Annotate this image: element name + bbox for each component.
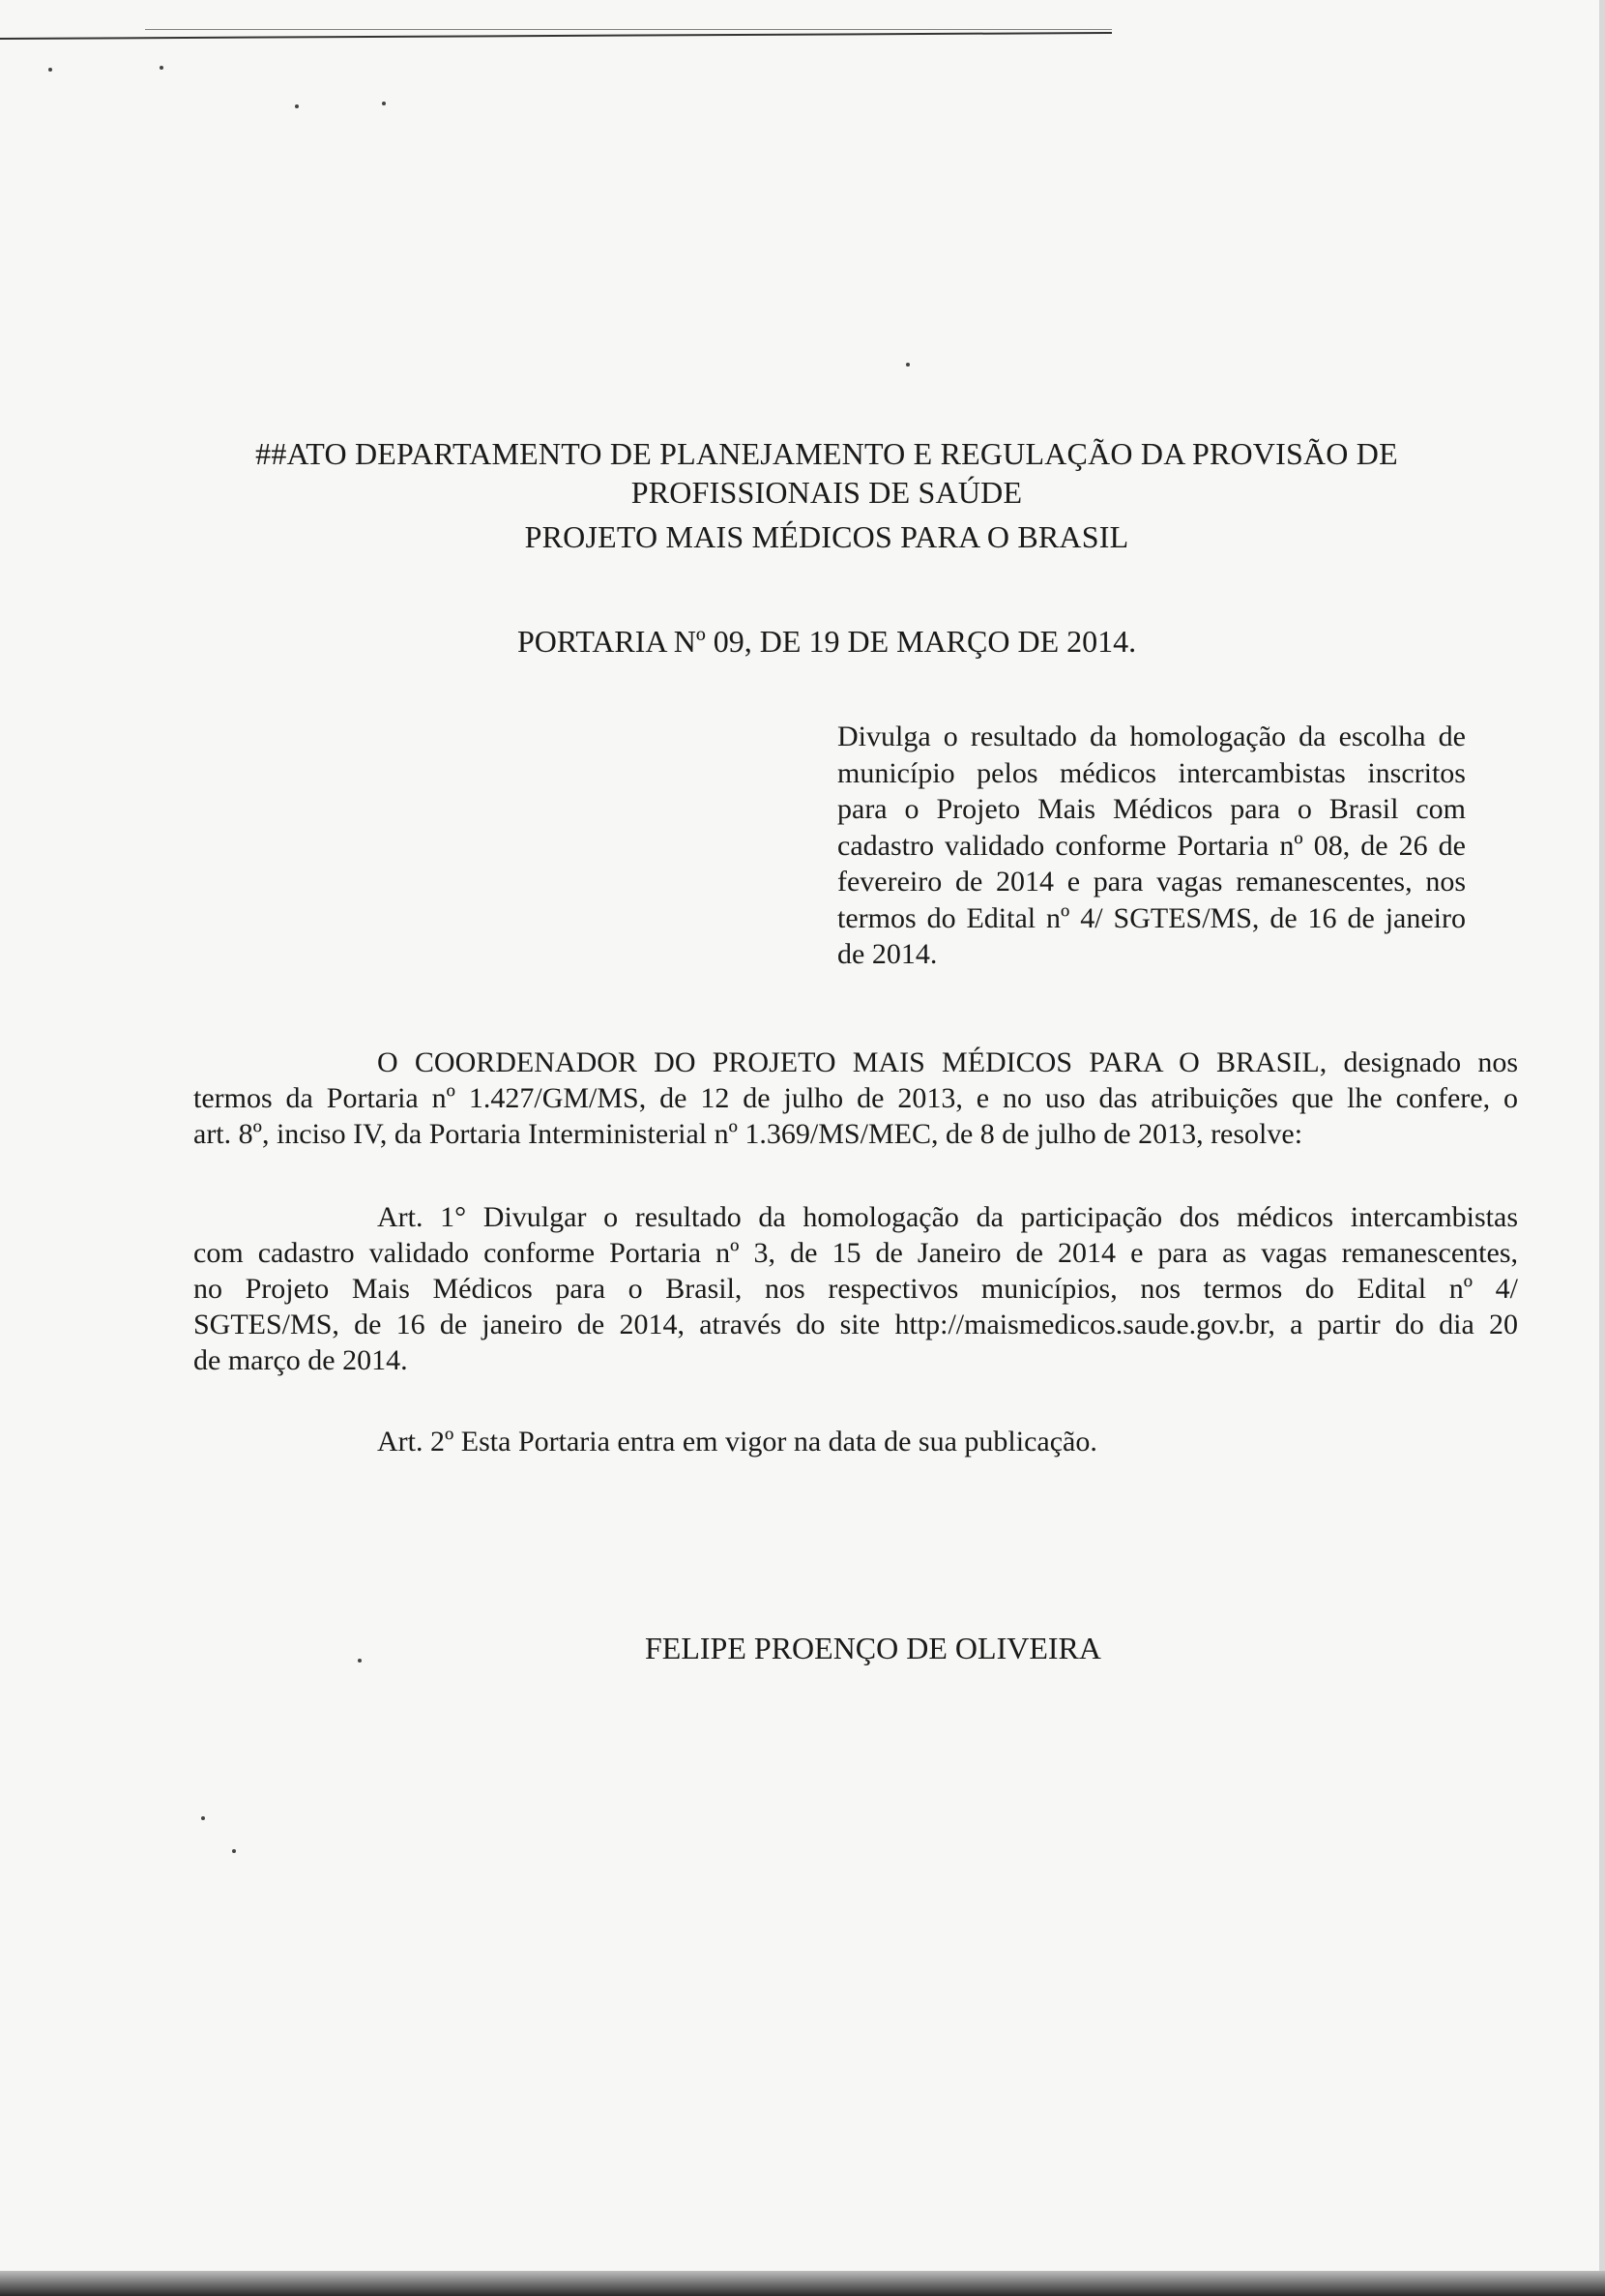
article-1-line: Art. 1° Divulgar o resultado da homologação da participação dos médicos intercambistas [377, 1201, 1518, 1233]
scan-speck [382, 102, 386, 105]
scan-speck [295, 104, 299, 108]
article-1-paragraph [193, 1199, 1518, 1378]
summary-line: para o Projeto Mais Médicos para o Brasil com [837, 793, 1466, 825]
summary-line: termos do Edital nº 4/ SGTES/MS, de 16 de janeiro [837, 901, 1466, 934]
summary-line: Divulga o resultado da homologação da escolha de [837, 721, 1466, 752]
article-1-line: de março de 2014. [193, 1344, 408, 1376]
summary-block [837, 719, 1466, 973]
summary-line: município pelos médicos intercambistas inscritos [837, 756, 1466, 789]
article-1-line: no Projeto Mais Médicos para o Brasil, nos respectivos municípios, nos termos do Edital nº 4/ [193, 1273, 1518, 1305]
scan-bottom-edge [0, 2271, 1605, 2296]
summary-line: cadastro validado conforme Portaria nº 08, de 26 de [837, 829, 1466, 862]
preamble-line: art. 8º, inciso IV, da Portaria Interministerial nº 1.369/MS/MEC, de 8 de julho de 2013, resolve: [193, 1118, 1303, 1150]
preamble-line: O COORDENADOR DO PROJETO MAIS MÉDICOS PARA O BRASIL, designado nos [377, 1046, 1518, 1078]
preamble-line: termos da Portaria nº 1.427/GM/MS, de 12 de julho de 2013, e no uso das atribuições que lhe confere, o [193, 1082, 1518, 1114]
scan-speck [48, 68, 52, 72]
preamble-paragraph [193, 1045, 1518, 1152]
header-line-3: PROJETO MAIS MÉDICOS PARA O BRASIL [524, 519, 1129, 554]
article-2-paragraph [193, 1424, 1518, 1459]
scan-artifact-line [0, 32, 1112, 40]
signatory-name: FELIPE PROENÇO DE OLIVEIRA [645, 1631, 1101, 1665]
summary-line: fevereiro de 2014 e para vagas remanescentes, nos [837, 866, 1466, 898]
scan-speck [358, 1659, 362, 1663]
article-2-line: Art. 2º Esta Portaria entra em vigor na data de sua publicação. [377, 1426, 1097, 1457]
header-line-1: ##ATO DEPARTAMENTO DE PLANEJAMENTO E REGULAÇÃO DA PROVISÃO DE [255, 436, 1398, 471]
header-line-2: PROFISSIONAIS DE SAÚDE [630, 475, 1023, 510]
scan-speck [201, 1816, 205, 1820]
scan-speck [160, 66, 163, 70]
summary-line: de 2014. [837, 938, 938, 970]
scan-speck [232, 1849, 236, 1853]
scan-artifact-line [145, 29, 1112, 30]
scan-speck [906, 363, 910, 367]
scan-right-edge [1599, 0, 1605, 2296]
article-1-line: SGTES/MS, de 16 de janeiro de 2014, através do site http://maismedicos.saude.gov.br, a partir do dia 20 [193, 1309, 1518, 1340]
portaria-title: PORTARIA Nº 09, DE 19 DE MARÇO DE 2014. [517, 624, 1137, 659]
article-1-line: com cadastro validado conforme Portaria nº 3, de 15 de Janeiro de 2014 e para as vagas remanescentes, [193, 1237, 1518, 1269]
